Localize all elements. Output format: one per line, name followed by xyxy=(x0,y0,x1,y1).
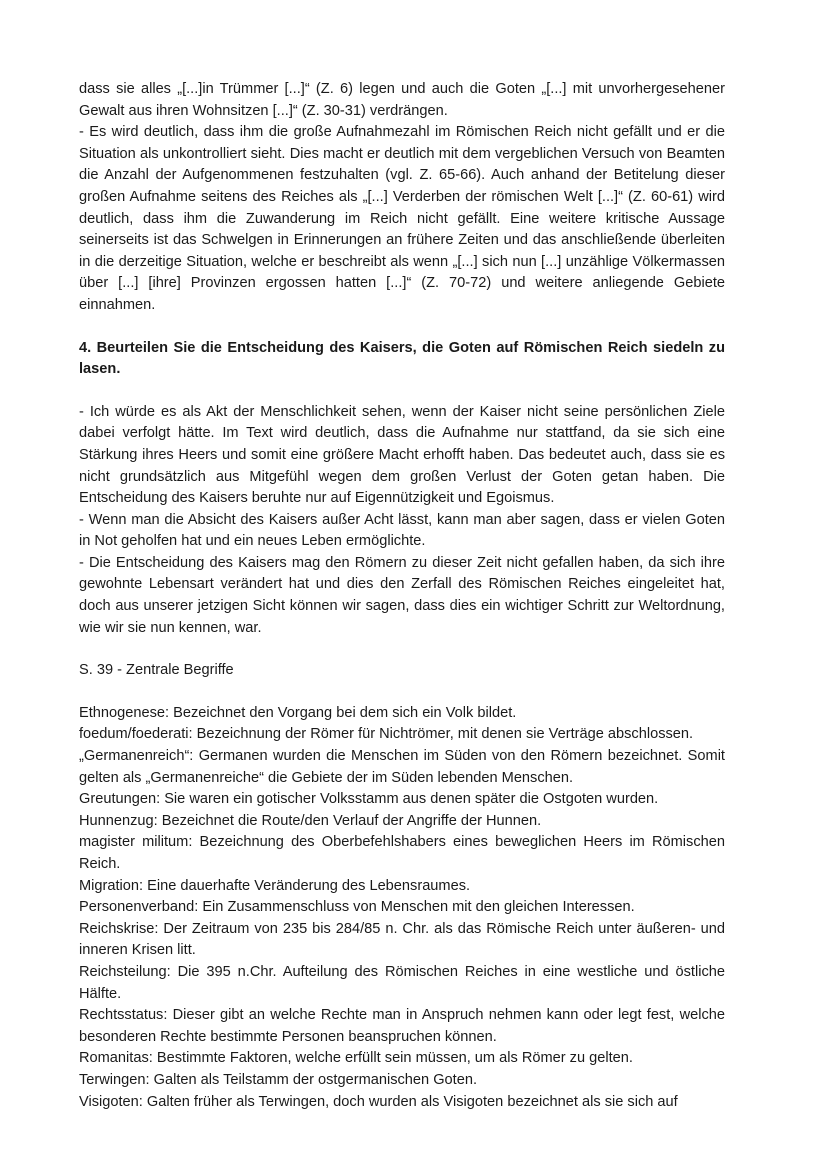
term-item: Greutungen: Sie waren ein gotischer Volksstamm aus denen später die Ostgoten wurden. xyxy=(79,791,659,808)
answer-item: - Die Entscheidung des Kaisers mag den Römern zu dieser Zeit nicht gefallen haben, da sich ihre gewohnte Lebensart verändert hat und dies den Zerfall des Römischen Reiches eingeleitet hat, doch aus unserer jetzigen Sicht können wir sagen, dass dies ein wichtiger Schritt zur Weltordnung, wie wir sie nun kennen, war. xyxy=(79,554,725,636)
answer-item: - Ich würde es als Akt der Menschlichkeit sehen, wenn der Kaiser nicht seine persönlichen Ziele dabei verfolgt hätte. Im Text wird deutlich, dass die Aufnahme nur stattfand, da sie sich eine Stärkung ihres Heers und somit eine größere Macht erhofft haben. Das bedeutet auch, dass sie es nicht grundsätzlich aus Mitgefühl wegen dem großen Verlust der Goten getan haben. Die Entscheidung des Kaisers beruhte nur auf Eigennützigkeit und Egoismus. xyxy=(79,403,725,507)
term-item: Ethnogenese: Bezeichnet den Vorgang bei dem sich ein Volk bildet. xyxy=(79,704,517,721)
paragraph-criticism: - Es wird deutlich, dass ihm die große Aufnahmezahl im Römischen Reich nicht gefällt und er die Situation als unkontrolliert sieht. Dies macht er deutlich mit dem vergeblichen Versuch von Beamten die Anzahl der Aufgenommenen festzuhalten (vgl. Z. 65-66). Auch anhand der Betitelung dieser großen Aufnahme seitens des Reiches als „[...] Verderben der römischen Welt [...]“ (Z. 60-61) wird deutlich, dass ihm die Zuwanderung im Reich nicht gefällt. Eine weitere kritische Aussage seinerseits ist das Schwelgen in Erinnerungen an frühere Zeiten und das anschließende überleiten in die derzeitige Situation, welche er beschreibt als wenn „[...] sich nun [...] unzählige Völkermassen über [...] [ihre] Provinzen ergossen hatten [...]“ (Z. 70-72) und weitere anliegende Gebiete einnahmen. xyxy=(79,124,725,313)
document-page xyxy=(79,79,725,1113)
term-item: Reichskrise: Der Zeitraum von 235 bis 284/85 n. Chr. als das Römische Reich unter äußeren- und inneren Krisen litt. xyxy=(79,920,725,959)
section-label: S. 39 - Zentrale Begriffe xyxy=(79,662,234,679)
answer-item: - Wenn man die Absicht des Kaisers außer Acht lässt, kann man aber sagen, dass er vielen Goten in Not geholfen hat und ein neues Leben ermöglichte. xyxy=(79,511,725,550)
term-item: „Germanenreich“: Germanen wurden die Menschen im Süden von den Römern bezeichnet. Somit gelten als „Germanenreiche“ die Gebiete der im Süden lebenden Menschen. xyxy=(79,748,725,786)
term-item: Reichsteilung: Die 395 n.Chr. Aufteilung des Römischen Reiches in eine westliche und östliche Hälfte. xyxy=(79,963,725,1002)
term-item: magister militum: Bezeichnung des Oberbefehlshabers eines beweglichen Heers im Römischen Reich. xyxy=(79,834,725,872)
term-item: foedum/foederati: Bezeichnung der Römer für Nichtrömer, mit denen sie Verträge abschlossen. xyxy=(79,726,694,743)
task-4-heading: 4. Beurteilen Sie die Entscheidung des Kaisers, die Goten auf Römischen Reich siedeln zu lasen. xyxy=(79,339,725,378)
term-item: Rechtsstatus: Dieser gibt an welche Rechte man in Anspruch nehmen kann oder legt fest, welche besonderen Rechte bestimmte Personen beanspruchen können. xyxy=(79,1007,725,1045)
term-item: Personenverband: Ein Zusammenschluss von Menschen mit den gleichen Interessen. xyxy=(79,899,635,916)
term-item: Hunnenzug: Bezeichnet die Route/den Verlauf der Angriffe der Hunnen. xyxy=(79,812,542,829)
term-item: Romanitas: Bestimmte Faktoren, welche erfüllt sein müssen, um als Römer zu gelten. xyxy=(79,1050,633,1067)
paragraph-continuation: dass sie alles „[...]in Trümmer [...]“ (Z. 6) legen und auch die Goten „[...] mit unvorhergesehener Gewalt aus ihren Wohnsitzen [...]“ (Z. 30-31) verdrängen. xyxy=(79,81,725,119)
term-item: Visigoten: Galten früher als Terwingen, doch wurden als Visigoten bezeichnet als sie sich auf xyxy=(79,1093,678,1110)
term-item: Migration: Eine dauerhafte Veränderung des Lebensraumes. xyxy=(79,877,471,894)
term-item: Terwingen: Galten als Teilstamm der ostgermanischen Goten. xyxy=(79,1071,478,1088)
